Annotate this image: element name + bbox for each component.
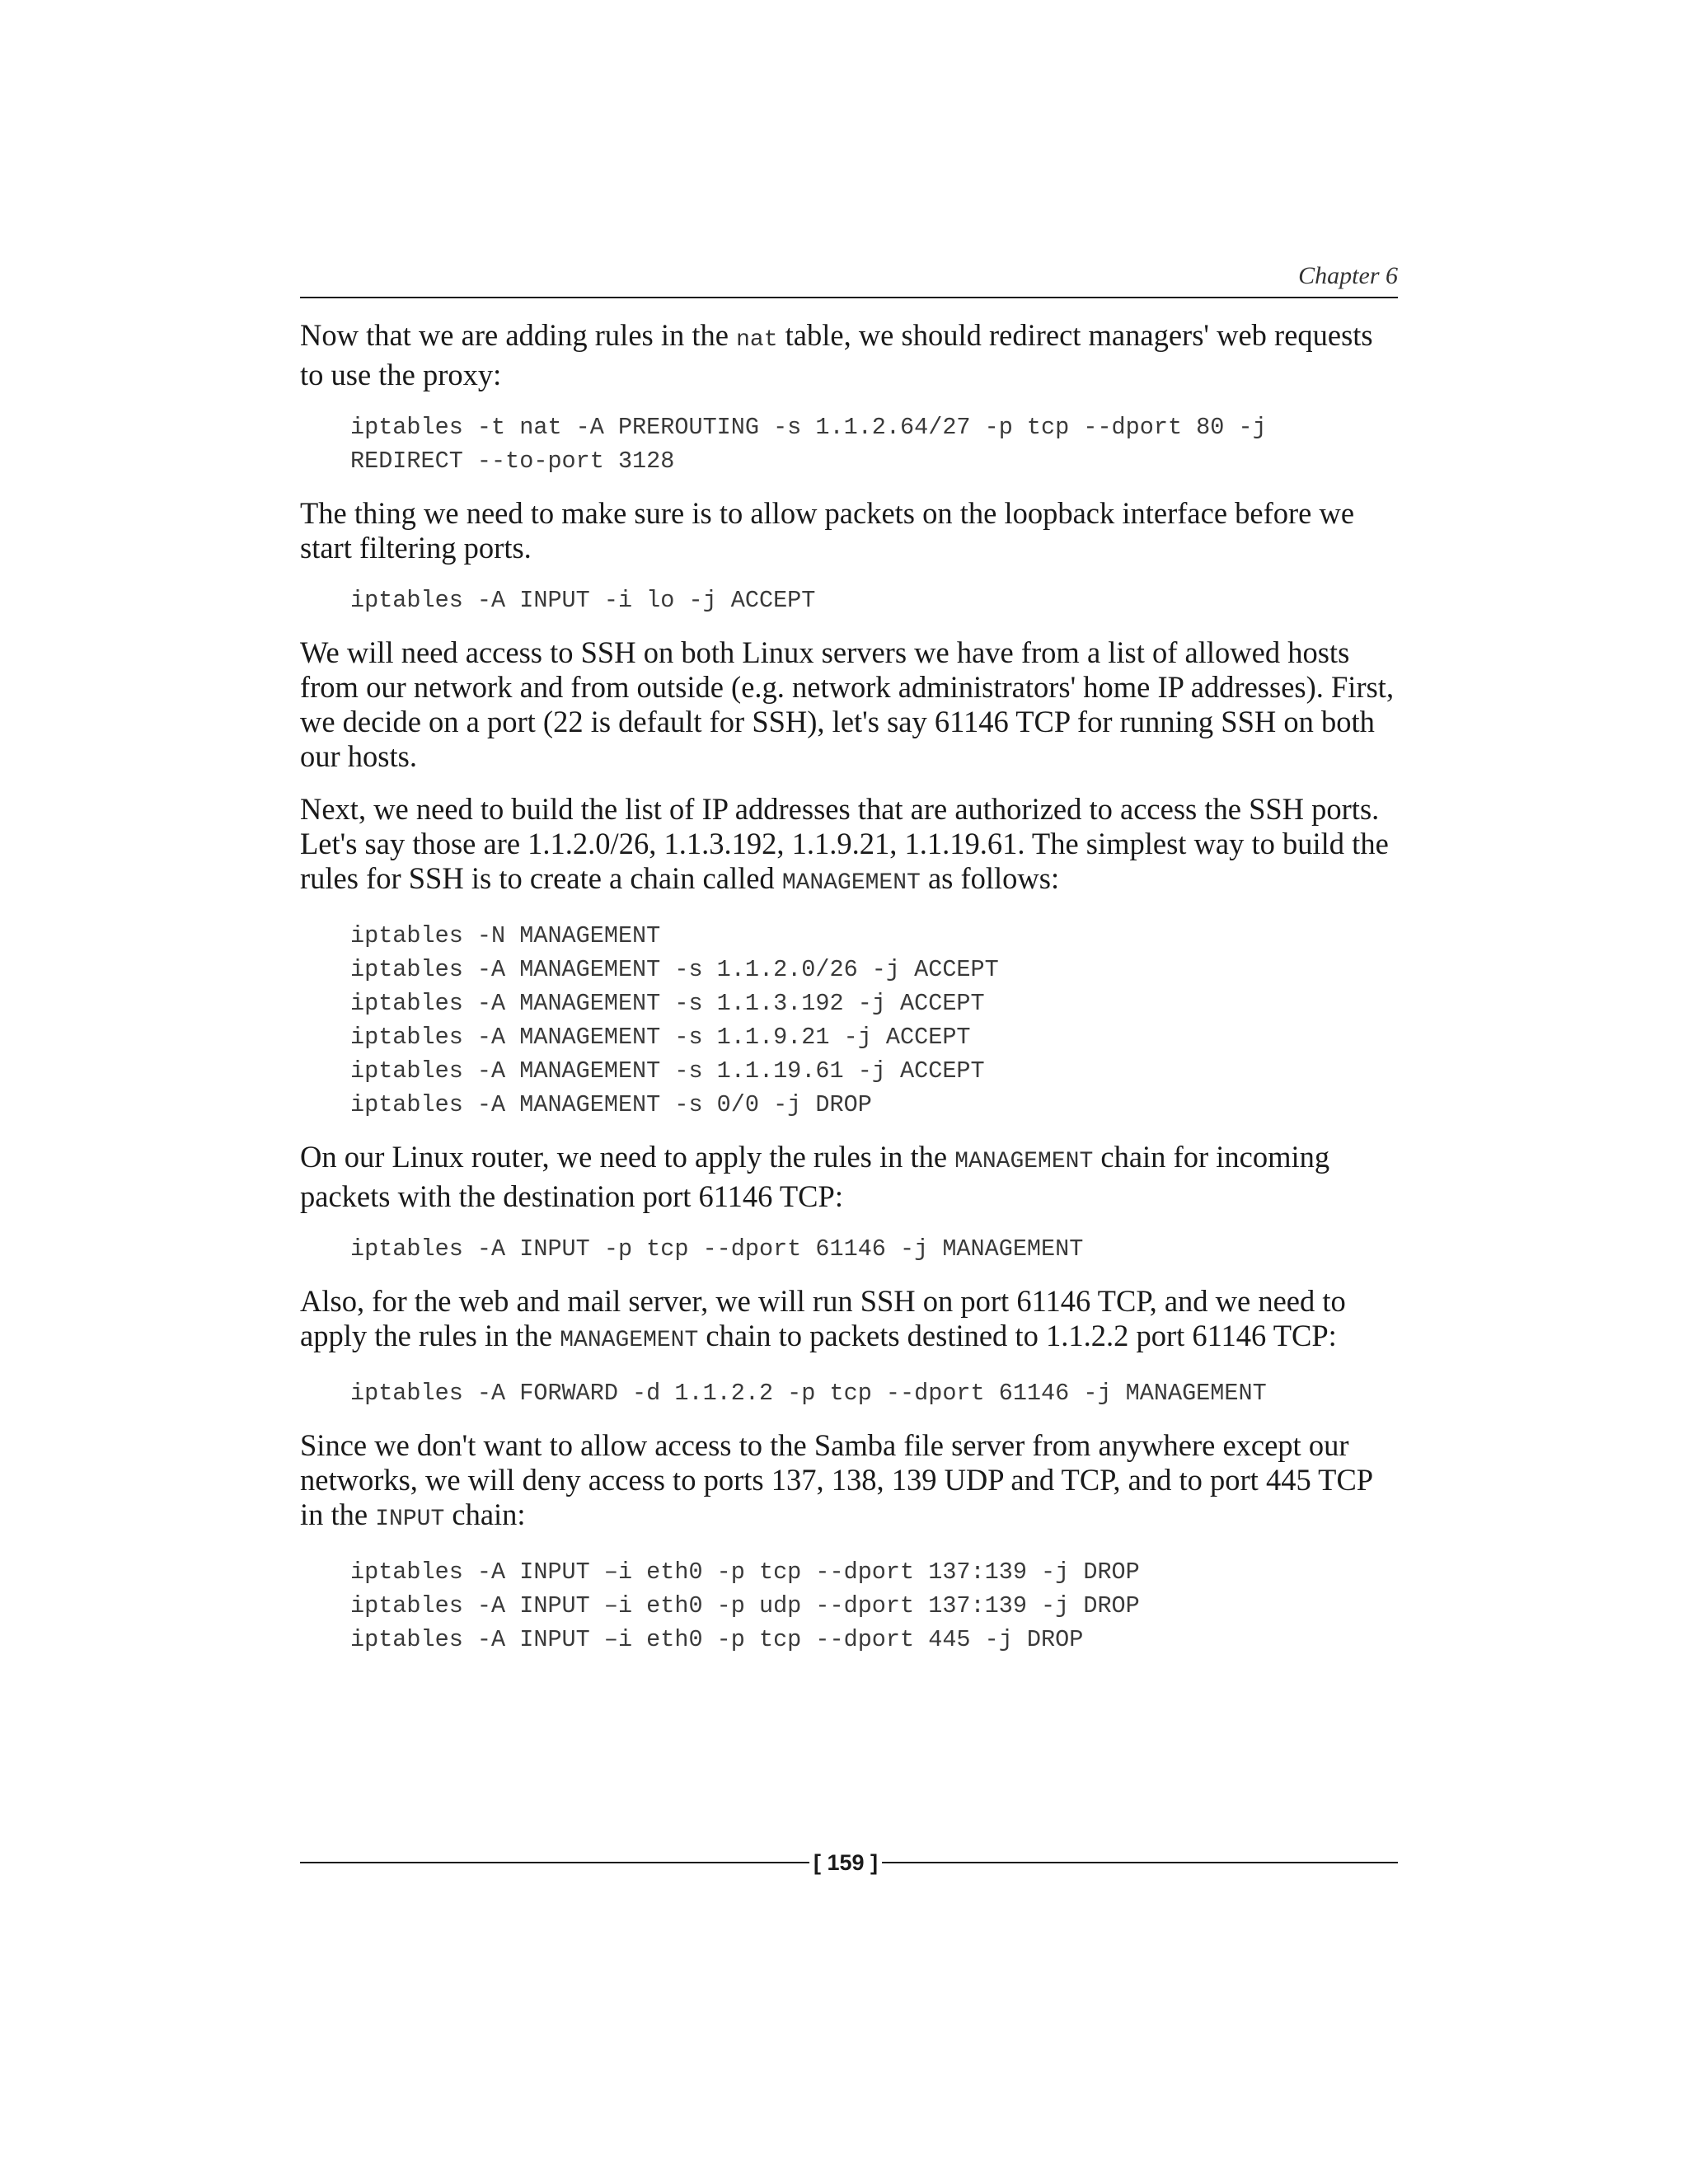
code-line: iptables -N MANAGEMENT — [350, 922, 661, 949]
footer-divider — [882, 1862, 1398, 1863]
paragraph — [300, 792, 1398, 901]
paragraph-text: table, we should redirect managers' web requests to use the proxy: — [300, 318, 1373, 391]
code-line: REDIRECT --to-port 3128 — [350, 448, 675, 475]
code-line: iptables -A MANAGEMENT -s 1.1.2.0/26 -j ACCEPT — [350, 956, 999, 983]
inline-code: MANAGEMENT — [781, 870, 921, 896]
code-line: iptables -A MANAGEMENT -s 1.1.9.21 -j ACCEPT — [350, 1024, 971, 1051]
code-line: iptables -A INPUT –i eth0 -p tcp --dport 445 -j DROP — [350, 1626, 1084, 1653]
code-line: iptables -t nat -A PREROUTING -s 1.1.2.64/27 -p tcp --dport 80 -j — [350, 414, 1267, 441]
chapter-label: Chapter 6 — [1298, 262, 1398, 289]
code-line: iptables -A FORWARD -d 1.1.2.2 -p tcp --dport 61146 -j MANAGEMENT — [350, 1380, 1267, 1407]
paragraph — [300, 1140, 1398, 1214]
paragraph-text: Also, for the web and mail server, we will run SSH on port 61146 TCP, and we need to apply the rules in the — [300, 1284, 1346, 1352]
page-header — [300, 262, 1398, 298]
code-block — [350, 1376, 1398, 1410]
code-block — [350, 919, 1398, 1122]
code-line: iptables -A INPUT -p tcp --dport 61146 -j MANAGEMENT — [350, 1235, 1084, 1263]
paragraph-text: On our Linux router, we need to apply the rules in the — [300, 1140, 955, 1174]
paragraph-text: chain: — [444, 1497, 526, 1531]
inline-code: MANAGEMENT — [954, 1149, 1094, 1174]
code-block — [350, 1555, 1398, 1657]
code-line: iptables -A INPUT -i lo -j ACCEPT — [350, 587, 816, 614]
code-line: iptables -A INPUT –i eth0 -p udp --dport 137:139 -j DROP — [350, 1592, 1140, 1619]
paragraph-text: Since we don't want to allow access to the Samba file server from anywhere except our networks, we will deny access to ports 137, 138, 139 UDP and TCP, and to port 445 TCP in the — [300, 1428, 1372, 1531]
page-footer — [300, 1846, 1398, 1879]
paragraph-text: chain for incoming packets with the destination port 61146 TCP: — [300, 1140, 1330, 1213]
code-line: iptables -A INPUT –i eth0 -p tcp --dport 137:139 -j DROP — [350, 1558, 1140, 1586]
paragraph: We will need access to SSH on both Linux servers we have from a list of allowed hosts from our network and from outside (e.g. network administrators' home IP addresses). First, we decide on a port (22 is default for SSH), let's say 61146 TCP for running SSH on both our hosts. — [300, 635, 1395, 773]
page-number: [ 159 ] — [813, 1850, 879, 1875]
paragraph — [300, 1284, 1398, 1358]
inline-code: nat — [736, 327, 778, 353]
inline-code: MANAGEMENT — [560, 1328, 699, 1353]
page-content — [300, 318, 1398, 1675]
paragraph-text: as follows: — [920, 861, 1060, 895]
footer-divider — [300, 1862, 809, 1863]
code-block — [350, 583, 1398, 617]
paragraph-text: Now that we are adding rules in the — [300, 318, 737, 352]
paragraph-text: chain to packets destined to 1.1.2.2 port 61146 TCP: — [698, 1319, 1337, 1352]
code-line: iptables -A MANAGEMENT -s 1.1.3.192 -j ACCEPT — [350, 990, 985, 1017]
paragraph — [300, 318, 1398, 392]
paragraph: The thing we need to make sure is to allow packets on the loopback interface before we start filtering ports. — [300, 496, 1355, 565]
code-line: iptables -A MANAGEMENT -s 0/0 -j DROP — [350, 1091, 872, 1118]
paragraph-text: Next, we need to build the list of IP addresses that are authorized to access the SSH ports. Let's say those are 1.1.2.0/26, 1.1.3.192, 1.1.9.21, 1.1.19.61. The simplest way to build the rules for SSH is to create a chain called — [300, 792, 1389, 895]
inline-code: INPUT — [375, 1507, 445, 1532]
paragraph — [300, 1428, 1398, 1537]
code-line: iptables -A MANAGEMENT -s 1.1.19.61 -j ACCEPT — [350, 1057, 985, 1085]
code-block — [350, 410, 1398, 478]
code-block — [350, 1232, 1398, 1266]
